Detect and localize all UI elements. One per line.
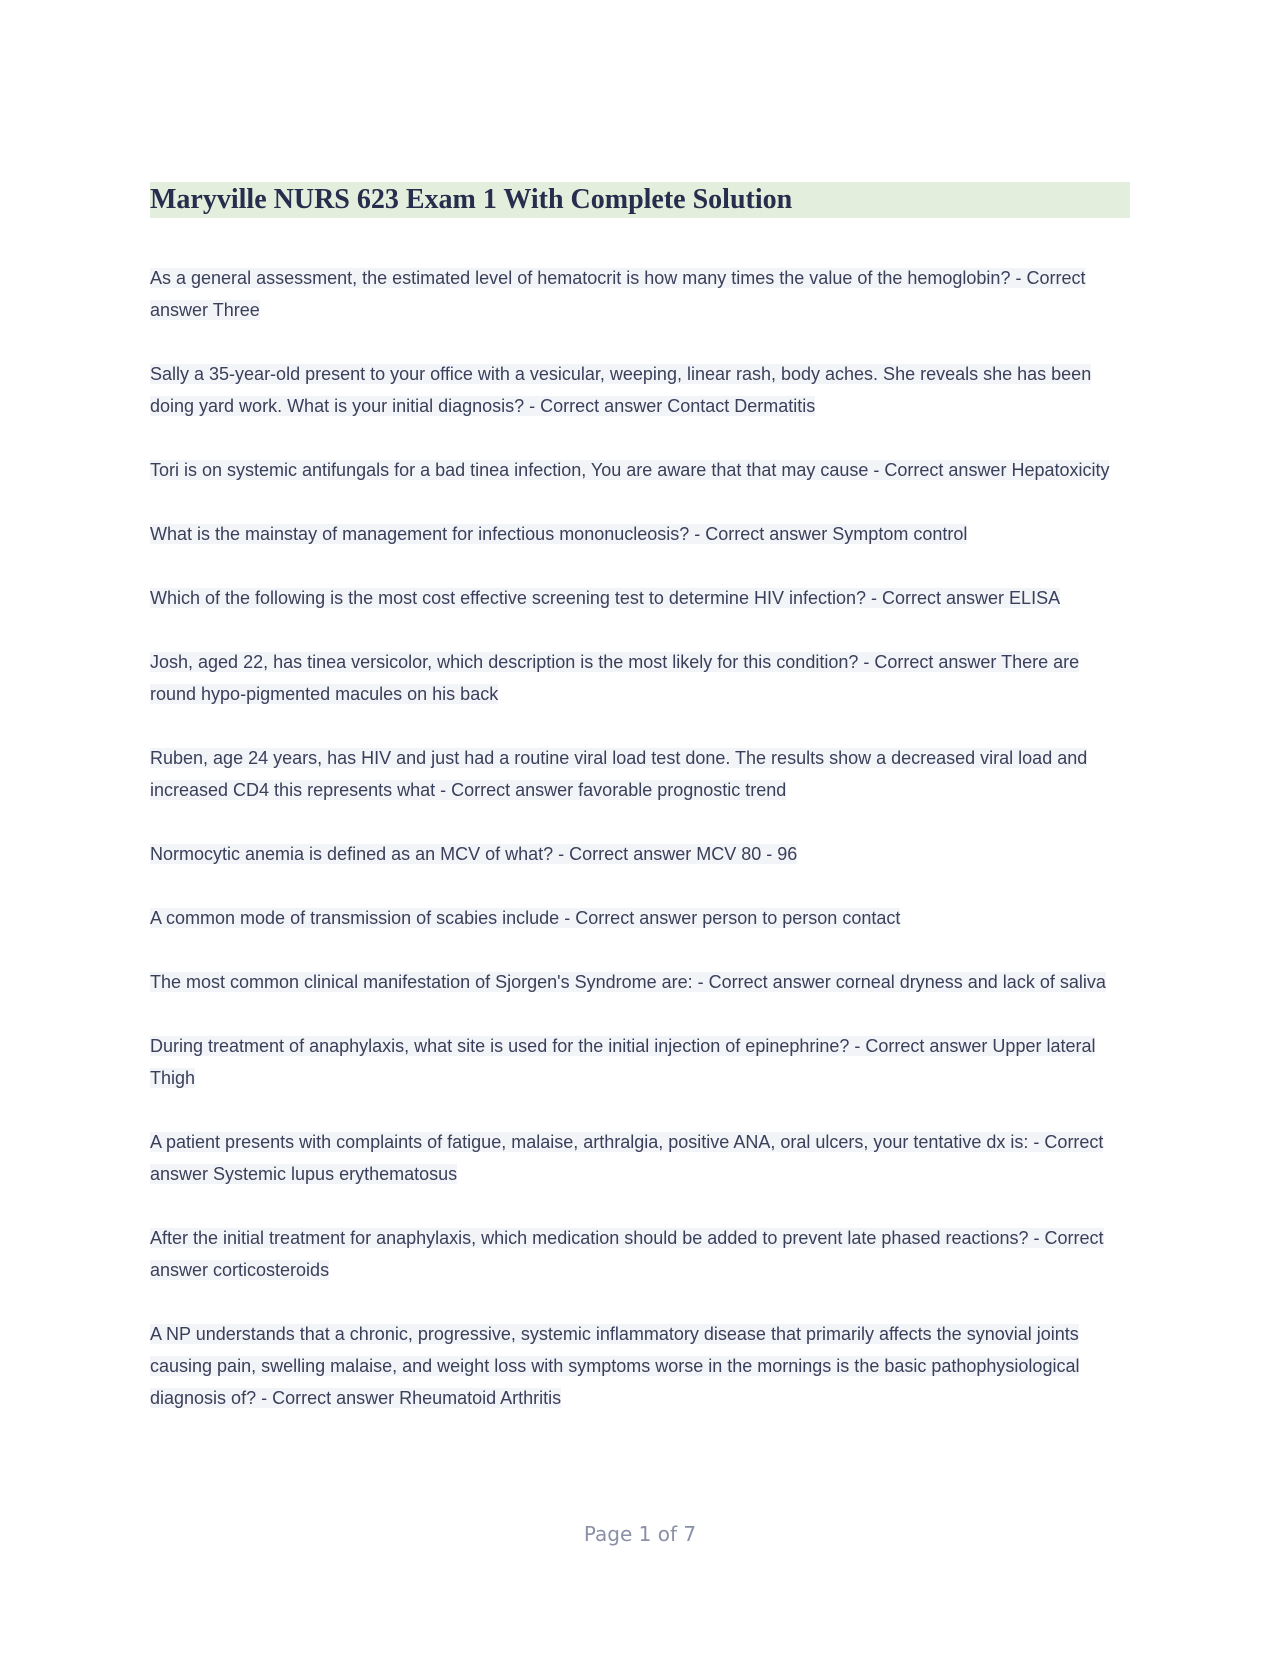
qa-item-text: As a general assessment, the estimated level of hematocrit is how many times the value of the hemoglobin? - Correct answer Three xyxy=(150,268,1086,320)
qa-item-4 xyxy=(150,518,1130,550)
qa-item-text: A common mode of transmission of scabies include - Correct answer person to person contact xyxy=(150,908,901,928)
qa-list xyxy=(150,262,1130,1414)
qa-item-text: A NP understands that a chronic, progressive, systemic inflammatory disease that primarily affects the synovial joints causing pain, swelling malaise, and weight loss with symptoms worse in the mornings is the basic pathophysiological diagnosis of? - Correct answer Rheumatoid Arthritis xyxy=(150,1324,1080,1408)
qa-item-6 xyxy=(150,646,1130,710)
qa-item-text: What is the mainstay of management for infectious mononucleosis? - Correct answer Symptom control xyxy=(150,524,968,544)
qa-item-text: After the initial treatment for anaphylaxis, which medication should be added to prevent late phased reactions? - Correct answer corticosteroids xyxy=(150,1228,1104,1280)
qa-item-14 xyxy=(150,1318,1130,1414)
qa-item-3 xyxy=(150,454,1130,486)
qa-item-text: A patient presents with complaints of fatigue, malaise, arthralgia, positive ANA, oral ulcers, your tentative dx is: - Correct answer Systemic lupus erythematosus xyxy=(150,1132,1104,1184)
qa-item-text: Tori is on systemic antifungals for a bad tinea infection, You are aware that that may cause - Correct answer Hepatoxicity xyxy=(150,460,1110,480)
qa-item-5 xyxy=(150,582,1130,614)
qa-item-text: Which of the following is the most cost effective screening test to determine HIV infection? - Correct answer ELISA xyxy=(150,588,1061,608)
document-page xyxy=(150,182,1130,1446)
qa-item-8 xyxy=(150,838,1130,870)
qa-item-text: During treatment of anaphylaxis, what site is used for the initial injection of epinephrine? - Correct answer Upper lateral Thigh xyxy=(150,1036,1096,1088)
qa-item-text: Ruben, age 24 years, has HIV and just had a routine viral load test done. The results show a decreased viral load and increased CD4 this represents what - Correct answer favorable prognostic trend xyxy=(150,748,1088,800)
qa-item-1 xyxy=(150,262,1130,326)
qa-item-7 xyxy=(150,742,1130,806)
page-number-footer: Page 1 of 7 xyxy=(583,1522,697,1546)
qa-item-10 xyxy=(150,966,1130,998)
qa-item-13 xyxy=(150,1222,1130,1286)
qa-item-11 xyxy=(150,1030,1130,1094)
qa-item-12 xyxy=(150,1126,1130,1190)
qa-item-text: Josh, aged 22, has tinea versicolor, which description is the most likely for this condition? - Correct answer There are round hypo-pigmented macules on his back xyxy=(150,652,1080,704)
qa-item-9 xyxy=(150,902,1130,934)
qa-item-text: Sally a 35-year-old present to your office with a vesicular, weeping, linear rash, body aches. She reveals she has been doing yard work. What is your initial diagnosis? - Correct answer Contact Dermatitis xyxy=(150,364,1092,416)
qa-item-2 xyxy=(150,358,1130,422)
document-title: Maryville NURS 623 Exam 1 With Complete Solution xyxy=(150,182,1130,218)
qa-item-text: Normocytic anemia is defined as an MCV of what? - Correct answer MCV 80 - 96 xyxy=(150,844,798,864)
qa-item-text: The most common clinical manifestation of Sjorgen's Syndrome are: - Correct answer corneal dryness and lack of saliva xyxy=(150,972,1106,992)
